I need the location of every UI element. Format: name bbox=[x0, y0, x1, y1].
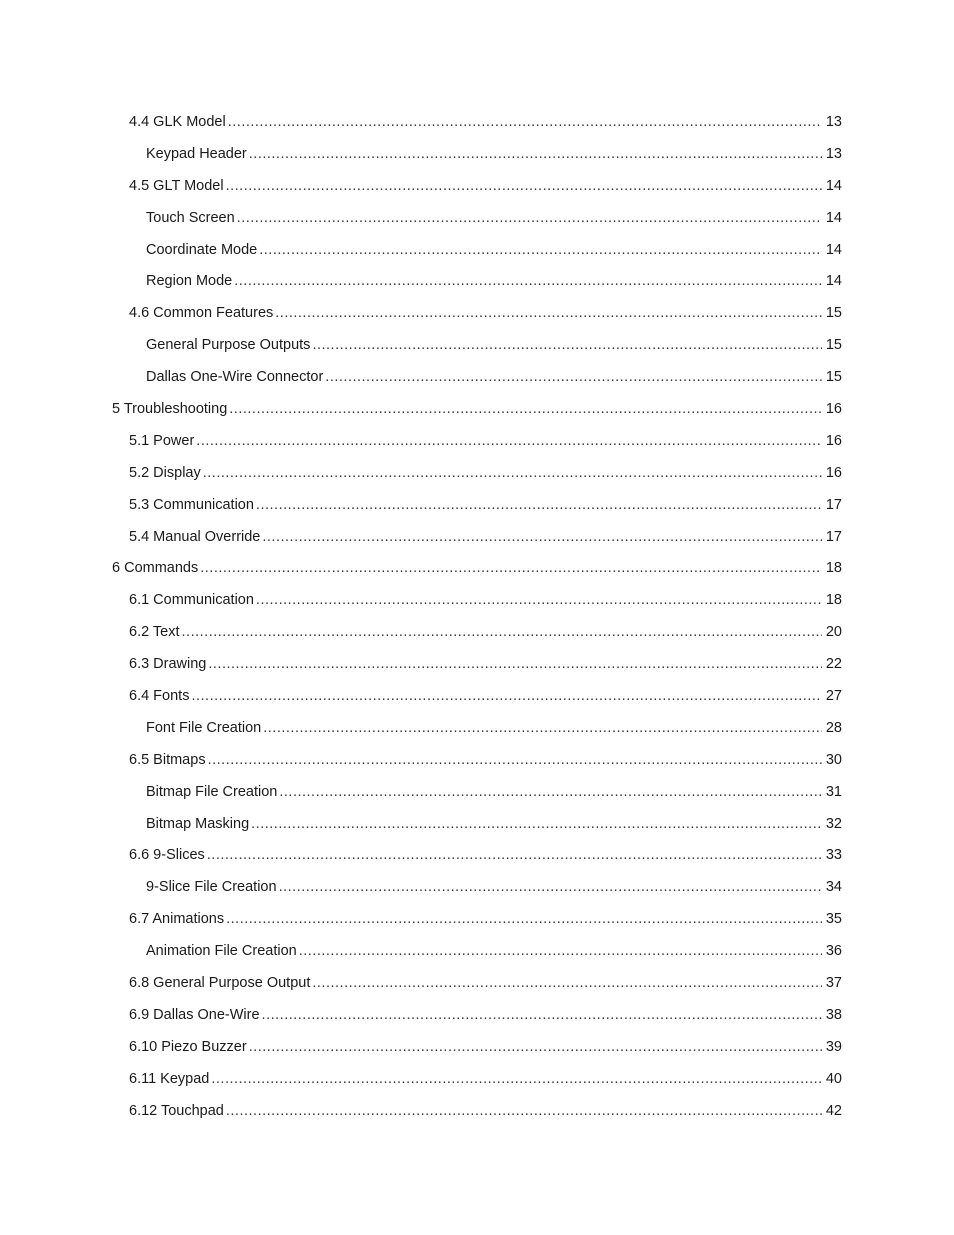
toc-entry-page-number: 17 bbox=[825, 528, 842, 545]
toc-entry-label: Bitmap File Creation bbox=[146, 783, 278, 800]
toc-entry[interactable] bbox=[112, 941, 842, 973]
toc-entry[interactable] bbox=[112, 271, 842, 303]
toc-entry-leader bbox=[262, 1005, 822, 1025]
toc-entry-page-number: 15 bbox=[825, 305, 842, 322]
toc-entry-page-number: 14 bbox=[825, 241, 842, 258]
toc-entry[interactable] bbox=[112, 335, 842, 367]
toc-entry-label: 6.5 Bitmaps bbox=[129, 751, 206, 768]
toc-entry-leader bbox=[299, 941, 822, 961]
toc-entry-leader bbox=[200, 558, 822, 578]
toc-entry-label: 5.3 Communication bbox=[129, 496, 254, 513]
toc-entry-page-number: 33 bbox=[825, 847, 842, 864]
toc-entry-label: 6.8 General Purpose Output bbox=[129, 975, 311, 992]
toc-entry[interactable] bbox=[112, 399, 842, 431]
table-of-contents bbox=[112, 112, 842, 1133]
toc-entry-page-number: 13 bbox=[825, 114, 842, 130]
toc-entry-leader bbox=[191, 686, 822, 706]
toc-entry[interactable] bbox=[112, 750, 842, 782]
toc-entry-page-number: 18 bbox=[825, 560, 842, 577]
toc-entry[interactable] bbox=[112, 973, 842, 1005]
toc-entry-leader bbox=[229, 399, 822, 419]
toc-entry-leader bbox=[312, 973, 822, 993]
toc-entry-page-number: 30 bbox=[825, 751, 842, 768]
toc-entry[interactable] bbox=[112, 718, 842, 750]
toc-entry-label: 6.10 Piezo Buzzer bbox=[129, 1038, 247, 1055]
toc-entry[interactable] bbox=[112, 495, 842, 527]
toc-entry[interactable] bbox=[112, 782, 842, 814]
toc-entry-label: Animation File Creation bbox=[146, 943, 297, 960]
toc-entry-page-number: 14 bbox=[825, 209, 842, 226]
toc-entry-label: 6.4 Fonts bbox=[129, 688, 190, 705]
toc-entry-leader bbox=[182, 622, 822, 642]
toc-entry-leader bbox=[263, 718, 822, 738]
toc-entry[interactable] bbox=[112, 845, 842, 877]
toc-entry-page-number: 39 bbox=[825, 1038, 842, 1055]
toc-entry-label: 4.4 GLK Model bbox=[129, 114, 226, 130]
toc-entry-page-number: 27 bbox=[825, 688, 842, 705]
toc-entry-page-number: 32 bbox=[825, 815, 842, 832]
toc-entry[interactable] bbox=[112, 303, 842, 335]
toc-entry[interactable] bbox=[112, 686, 842, 718]
toc-entry-label: General Purpose Outputs bbox=[146, 337, 311, 354]
toc-entry[interactable] bbox=[112, 367, 842, 399]
toc-entry-label: 6 Commands bbox=[112, 560, 199, 577]
toc-entry-leader bbox=[226, 176, 822, 196]
toc-entry[interactable] bbox=[112, 877, 842, 909]
toc-entry-page-number: 42 bbox=[825, 1102, 842, 1119]
toc-entry[interactable] bbox=[112, 112, 842, 144]
toc-entry-page-number: 22 bbox=[825, 656, 842, 673]
toc-entry-page-number: 28 bbox=[825, 719, 842, 736]
toc-entry-label: 6.1 Communication bbox=[129, 592, 254, 609]
toc-entry-label: 9-Slice File Creation bbox=[146, 879, 277, 896]
toc-entry-page-number: 15 bbox=[825, 369, 842, 386]
toc-entry-label: 6.11 Keypad bbox=[129, 1070, 210, 1087]
toc-entry[interactable] bbox=[112, 208, 842, 240]
toc-entry-leader bbox=[325, 367, 822, 387]
toc-entry-label: Bitmap Masking bbox=[146, 815, 250, 832]
toc-entry-page-number: 16 bbox=[825, 464, 842, 481]
toc-entry-label: 4.5 GLT Model bbox=[129, 177, 224, 194]
toc-entry-leader bbox=[256, 495, 822, 515]
toc-entry-label: 5.1 Power bbox=[129, 432, 195, 449]
toc-entry-leader bbox=[259, 240, 822, 260]
toc-entry-leader bbox=[207, 845, 822, 865]
toc-entry-page-number: 14 bbox=[825, 273, 842, 290]
toc-entry-label: 5.2 Display bbox=[129, 464, 201, 481]
toc-entry[interactable] bbox=[112, 527, 842, 559]
toc-entry-page-number: 13 bbox=[825, 145, 842, 162]
toc-entry-leader bbox=[226, 909, 822, 929]
toc-entry-leader bbox=[208, 654, 822, 674]
toc-entry-label: 5.4 Manual Override bbox=[129, 528, 261, 545]
toc-entry-page-number: 40 bbox=[825, 1070, 842, 1087]
toc-entry-label: 5 Troubleshooting bbox=[112, 401, 228, 418]
toc-entry-leader bbox=[208, 750, 822, 770]
toc-entry-leader bbox=[228, 112, 822, 132]
toc-entry-leader bbox=[279, 877, 822, 897]
toc-entry[interactable] bbox=[112, 558, 842, 590]
toc-entry-leader bbox=[279, 782, 822, 802]
toc-entry-page-number: 36 bbox=[825, 943, 842, 960]
toc-entry-leader bbox=[262, 527, 822, 547]
toc-entry-leader bbox=[249, 1037, 822, 1057]
toc-entry-leader bbox=[251, 814, 822, 834]
toc-entry-label: 6.2 Text bbox=[129, 624, 180, 641]
toc-entry-page-number: 20 bbox=[825, 624, 842, 641]
toc-entry-label: Keypad Header bbox=[146, 145, 247, 162]
toc-entry-label: Touch Screen bbox=[146, 209, 235, 226]
toc-entry-label: Coordinate Mode bbox=[146, 241, 258, 258]
toc-entry-page-number: 14 bbox=[825, 177, 842, 194]
toc-entry-label: 6.12 Touchpad bbox=[129, 1102, 224, 1119]
toc-entry-label: 6.3 Drawing bbox=[129, 656, 207, 673]
toc-entry-label: 6.9 Dallas One-Wire bbox=[129, 1006, 260, 1023]
toc-entry-label: 4.6 Common Features bbox=[129, 305, 274, 322]
toc-entry-leader bbox=[211, 1069, 822, 1089]
toc-entry-leader bbox=[203, 463, 822, 483]
toc-entry-page-number: 16 bbox=[825, 432, 842, 449]
toc-entry[interactable] bbox=[112, 1037, 842, 1069]
toc-entry[interactable] bbox=[112, 909, 842, 941]
toc-entry[interactable] bbox=[112, 1101, 842, 1133]
toc-entry[interactable] bbox=[112, 240, 842, 272]
toc-entry-page-number: 18 bbox=[825, 592, 842, 609]
toc-entry-leader bbox=[256, 590, 822, 610]
toc-entry-page-number: 35 bbox=[825, 911, 842, 928]
toc-entry[interactable] bbox=[112, 814, 842, 846]
toc-entry-leader bbox=[234, 271, 822, 291]
toc-entry-leader bbox=[237, 208, 822, 228]
toc-entry-leader bbox=[312, 335, 822, 355]
toc-entry-label: Dallas One-Wire Connector bbox=[146, 369, 324, 386]
toc-entry-label: 6.6 9-Slices bbox=[129, 847, 205, 864]
toc-entry[interactable] bbox=[112, 1005, 842, 1037]
toc-entry-page-number: 34 bbox=[825, 879, 842, 896]
toc-entry-label: Region Mode bbox=[146, 273, 233, 290]
toc-entry[interactable] bbox=[112, 176, 842, 208]
toc-entry-page-number: 38 bbox=[825, 1006, 842, 1023]
toc-entry-leader bbox=[196, 431, 822, 451]
toc-entry[interactable] bbox=[112, 654, 842, 686]
toc-entry-leader bbox=[249, 144, 822, 164]
toc-entry-page-number: 17 bbox=[825, 496, 842, 513]
toc-entry[interactable] bbox=[112, 144, 842, 176]
toc-entry-page-number: 37 bbox=[825, 975, 842, 992]
toc-entry[interactable] bbox=[112, 431, 842, 463]
toc-entry-label: Font File Creation bbox=[146, 719, 262, 736]
toc-entry[interactable] bbox=[112, 590, 842, 622]
toc-entry-page-number: 31 bbox=[825, 783, 842, 800]
toc-entry[interactable] bbox=[112, 463, 842, 495]
toc-entry[interactable] bbox=[112, 622, 842, 654]
toc-entry-page-number: 16 bbox=[825, 401, 842, 418]
toc-entry-page-number: 15 bbox=[825, 337, 842, 354]
toc-entry[interactable] bbox=[112, 1069, 842, 1101]
toc-entry-label: 6.7 Animations bbox=[129, 911, 225, 928]
toc-entry-leader bbox=[275, 303, 822, 323]
toc-entry-leader bbox=[226, 1101, 822, 1121]
